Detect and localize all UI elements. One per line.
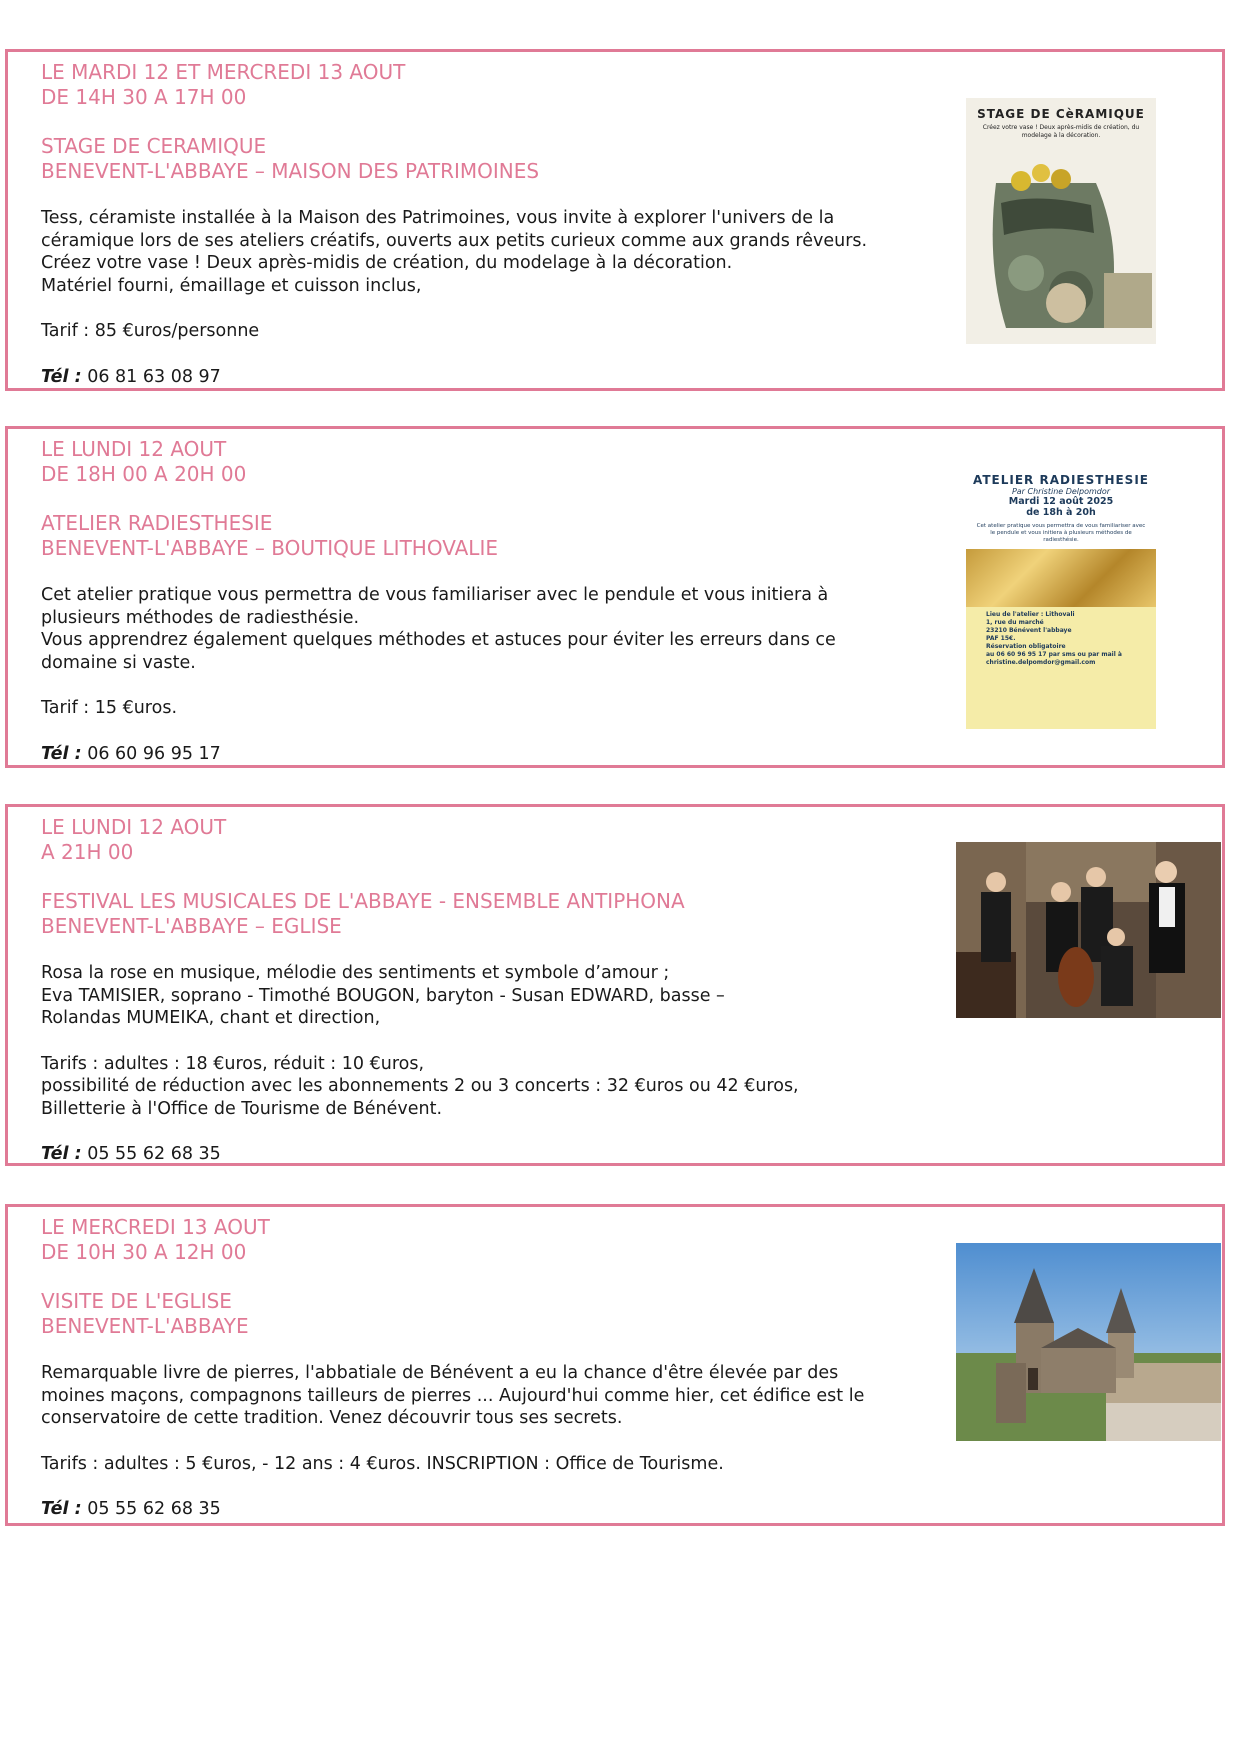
event-time: DE 10H 30 A 12H 00 xyxy=(41,1240,247,1264)
phone-number: 05 55 62 68 35 xyxy=(87,1499,221,1519)
event-tarif-line: Tarifs : adultes : 18 €uros, réduit : 10 €uros, xyxy=(41,1053,425,1074)
poster-info-line: 1, rue du marché xyxy=(986,619,1044,626)
phone-number: 05 55 62 68 35 xyxy=(87,1144,221,1164)
event-location: BENEVENT-L'ABBAYE – MAISON DES PATRIMOINES xyxy=(41,159,540,183)
event-time: A 21H 00 xyxy=(41,840,134,864)
phone-label: Tél : xyxy=(41,366,82,387)
event-date: LE LUNDI 12 AOUT xyxy=(41,815,227,839)
event-title: FESTIVAL LES MUSICALES DE L'ABBAYE - ENSEMBLE ANTIPHONA xyxy=(41,889,685,913)
event-phone xyxy=(41,743,941,766)
event-tarif: Tarif : 15 €uros. xyxy=(41,698,178,718)
poster-subtitle: Par Christine Delpomdor xyxy=(1011,487,1111,496)
vase-illustration xyxy=(966,143,1156,333)
event-text xyxy=(41,815,941,1166)
event-card-visite-eglise xyxy=(5,1204,1225,1526)
event-tarif: Tarif : 85 €uros/personne xyxy=(41,321,260,341)
event-description-line: Vous apprendrez également quelques méthodes et astuces pour éviter les erreurs dans ce xyxy=(41,630,836,650)
event-location: BENEVENT-L'ABBAYE xyxy=(41,1314,249,1338)
event-date: LE MERCREDI 13 AOUT xyxy=(41,1215,270,1239)
concert-photo xyxy=(956,842,1221,1018)
event-description-line: moines maçons, compagnons tailleurs de pierres ... Aujourd'hui comme hier, cet édifice est le xyxy=(41,1385,865,1406)
poster-info-line: 23210 Bénévent l'abbaye xyxy=(986,627,1072,634)
poster-info-line: Lieu de l'atelier : Lithovali xyxy=(986,611,1075,618)
poster-info-line: au 06 60 96 95 17 par sms ou par mail à xyxy=(986,651,1122,658)
poster-info-line: Réservation obligatoire xyxy=(986,643,1066,650)
poster-info-line: PAF 15€. xyxy=(986,635,1016,642)
event-title: ATELIER RADIESTHESIE xyxy=(41,511,273,535)
poster-text: Cet atelier pratique vous permettra de vous familiariser avec le pendule et vous initiera à plusieurs méthodes de radiesthésie. xyxy=(976,523,1146,543)
poster-text: Créez votre vase ! Deux après-midis de création, du modelage à la décoration. xyxy=(982,124,1140,139)
event-phone xyxy=(41,1498,941,1521)
poster-info xyxy=(966,607,1142,671)
event-time: DE 14H 30 A 17H 00 xyxy=(41,85,247,109)
phone-label: Tél : xyxy=(41,1144,82,1164)
poster-hours: de 18h à 20h xyxy=(1026,507,1096,518)
event-card-radiesthesie xyxy=(5,426,1225,768)
event-phone xyxy=(41,1143,941,1166)
event-location: BENEVENT-L'ABBAYE – BOUTIQUE LITHOVALIE xyxy=(41,536,498,560)
event-description-line: plusieurs méthodes de radiesthésie. xyxy=(41,607,360,628)
event-phone xyxy=(41,366,941,389)
event-description-line: Matériel fourni, émaillage et cuisson inclus, xyxy=(41,275,422,296)
event-text xyxy=(41,1215,941,1521)
event-card-ceramique xyxy=(5,49,1225,391)
event-location: BENEVENT-L'ABBAYE – EGLISE xyxy=(41,914,342,938)
poster-title: ATELIER RADIESTHESIE xyxy=(973,473,1149,487)
event-title: STAGE DE CERAMIQUE xyxy=(41,134,267,158)
event-description-line: Tess, céramiste installée à la Maison des Patrimoines, vous invite à explorer l'univers de la xyxy=(41,208,835,228)
poster-header xyxy=(966,469,1156,549)
event-description-line: Créez votre vase ! Deux après-midis de création, du modelage à la décoration. xyxy=(41,253,733,273)
poster-info-line: christine.delpomdor@gmail.com xyxy=(986,659,1096,666)
event-description-line: céramique lors de ses ateliers créatifs, ouverts aux petits curieux comme aux grands rêveurs. xyxy=(41,230,868,251)
poster-title: STAGE DE CèRAMIQUE xyxy=(977,107,1145,121)
event-card-festival xyxy=(5,804,1225,1166)
phone-label: Tél : xyxy=(41,1499,82,1519)
radiesthesie-poster-image xyxy=(966,469,1156,729)
event-description-line: Cet atelier pratique vous permettra de vous familiariser avec le pendule et vous initiera à xyxy=(41,585,829,605)
event-description-line: domaine si vaste. xyxy=(41,652,196,673)
poster-date: Mardi 12 août 2025 xyxy=(1008,496,1114,507)
phone-number: 06 60 96 95 17 xyxy=(87,743,221,764)
pendulum-photo xyxy=(966,549,1156,607)
event-tarif-line: possibilité de réduction avec les abonnements 2 ou 3 concerts : 32 €uros ou 42 €uros, xyxy=(41,1076,799,1096)
event-description-line: conservatoire de cette tradition. Venez découvrir tous ses secrets. xyxy=(41,1408,623,1428)
event-title: VISITE DE L'EGLISE xyxy=(41,1289,232,1313)
event-tarif-line: Billetterie à l'Office de Tourisme de Bénévent. xyxy=(41,1098,443,1119)
event-date: LE MARDI 12 ET MERCREDI 13 AOUT xyxy=(41,60,406,84)
event-time: DE 18H 00 A 20H 00 xyxy=(41,462,247,486)
church-photo xyxy=(956,1243,1221,1441)
event-tarif: Tarifs : adultes : 5 €uros, - 12 ans : 4 €uros. INSCRIPTION : Office de Tourisme. xyxy=(41,1453,724,1474)
event-description-line: Rolandas MUMEIKA, chant et direction, xyxy=(41,1008,381,1028)
event-text xyxy=(41,437,941,765)
phone-label: Tél : xyxy=(41,743,82,764)
event-description-line: Eva TAMISIER, soprano - Timothé BOUGON, baryton - Susan EDWARD, basse – xyxy=(41,985,725,1006)
event-text xyxy=(41,60,941,388)
ceramique-poster-image xyxy=(966,98,1156,344)
event-date: LE LUNDI 12 AOUT xyxy=(41,437,227,461)
event-description-line: Remarquable livre de pierres, l'abbatiale de Bénévent a eu la chance d'être élevée par des xyxy=(41,1363,839,1383)
phone-number: 06 81 63 08 97 xyxy=(87,366,221,387)
event-description-line: Rosa la rose en musique, mélodie des sentiments et symbole d’amour ; xyxy=(41,963,670,983)
